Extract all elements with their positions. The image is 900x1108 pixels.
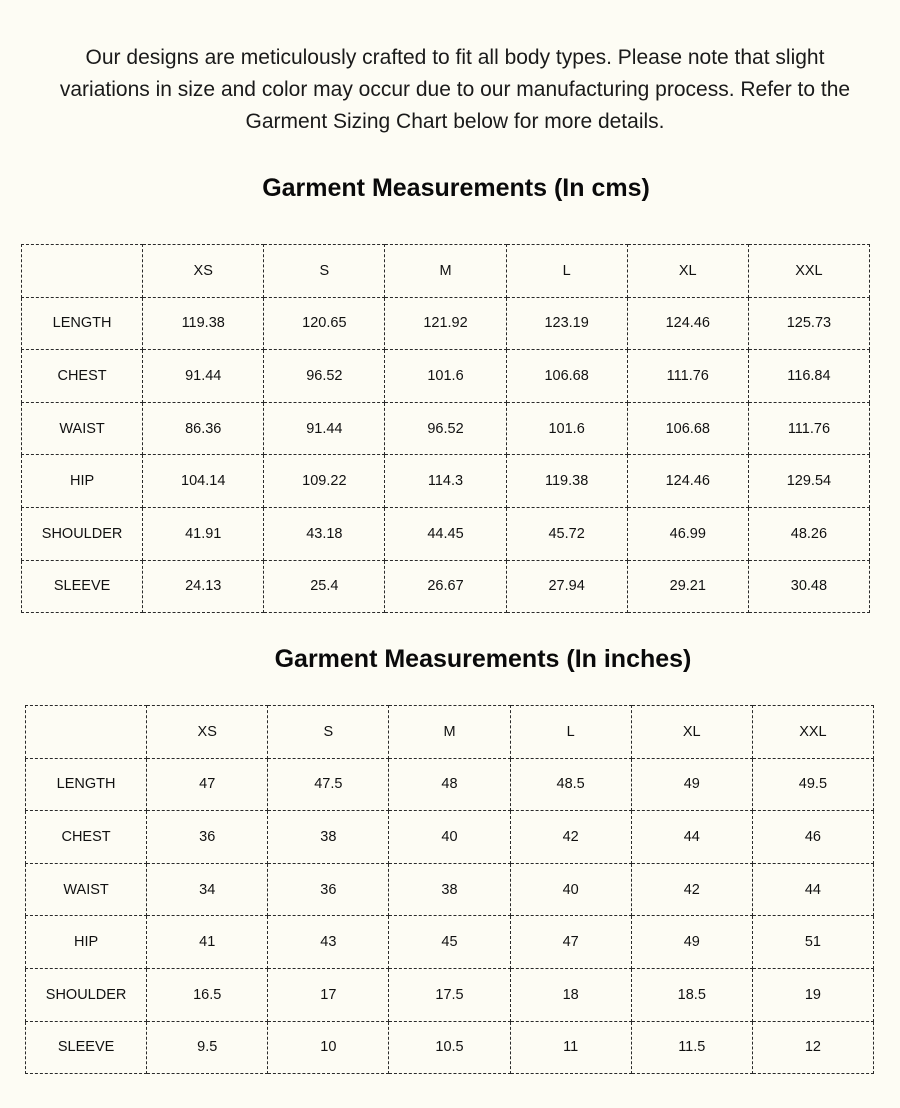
measurement-value-cell: 106.68 xyxy=(506,350,627,403)
size-header-cell: S xyxy=(264,245,385,298)
measurement-label-cell: SLEEVE xyxy=(26,1021,147,1074)
measurement-value-cell: 38 xyxy=(389,863,510,916)
measurement-value-cell: 36 xyxy=(268,863,389,916)
measurement-value-cell: 29.21 xyxy=(627,560,748,613)
size-header-cell: XS xyxy=(143,245,264,298)
measurement-value-cell: 48 xyxy=(389,758,510,811)
measurement-value-cell: 49.5 xyxy=(752,758,873,811)
measurement-value-cell: 44 xyxy=(752,863,873,916)
size-header-cell: XS xyxy=(147,706,268,759)
measurement-value-cell: 27.94 xyxy=(506,560,627,613)
measurement-value-cell: 124.46 xyxy=(627,455,748,508)
measurement-value-cell: 47.5 xyxy=(268,758,389,811)
table-row xyxy=(22,350,870,403)
measurement-value-cell: 49 xyxy=(631,916,752,969)
table-row xyxy=(26,863,874,916)
measurement-value-cell: 109.22 xyxy=(264,455,385,508)
measurement-value-cell: 119.38 xyxy=(143,297,264,350)
measurement-value-cell: 40 xyxy=(510,863,631,916)
measurement-value-cell: 9.5 xyxy=(147,1021,268,1074)
measurement-value-cell: 11 xyxy=(510,1021,631,1074)
size-header-row xyxy=(22,245,870,298)
measurement-value-cell: 124.46 xyxy=(627,297,748,350)
measurement-value-cell: 45.72 xyxy=(506,507,627,560)
table-row xyxy=(22,455,870,508)
measurement-value-cell: 19 xyxy=(752,968,873,1021)
measurement-value-cell: 26.67 xyxy=(385,560,506,613)
corner-cell xyxy=(22,245,143,298)
measurement-value-cell: 125.73 xyxy=(748,297,869,350)
measurement-value-cell: 25.4 xyxy=(264,560,385,613)
size-header-cell: S xyxy=(268,706,389,759)
size-header-cell: L xyxy=(510,706,631,759)
size-header-cell: XXL xyxy=(748,245,869,298)
measurement-value-cell: 101.6 xyxy=(385,350,506,403)
measurement-value-cell: 106.68 xyxy=(627,402,748,455)
measurement-value-cell: 18.5 xyxy=(631,968,752,1021)
table-row xyxy=(26,968,874,1021)
measurement-value-cell: 10.5 xyxy=(389,1021,510,1074)
measurement-label-cell: WAIST xyxy=(22,402,143,455)
measurement-value-cell: 45 xyxy=(389,916,510,969)
measurement-value-cell: 96.52 xyxy=(264,350,385,403)
measurement-value-cell: 101.6 xyxy=(506,402,627,455)
measurement-value-cell: 119.38 xyxy=(506,455,627,508)
measurement-label-cell: LENGTH xyxy=(22,297,143,350)
inches-measurements-table xyxy=(25,705,874,1074)
size-header-cell: M xyxy=(389,706,510,759)
measurement-value-cell: 42 xyxy=(510,811,631,864)
measurement-value-cell: 44.45 xyxy=(385,507,506,560)
measurement-value-cell: 120.65 xyxy=(264,297,385,350)
measurement-value-cell: 24.13 xyxy=(143,560,264,613)
measurement-value-cell: 30.48 xyxy=(748,560,869,613)
table-row xyxy=(22,507,870,560)
table-row xyxy=(22,560,870,613)
measurement-value-cell: 17 xyxy=(268,968,389,1021)
table-row xyxy=(26,1021,874,1074)
measurement-value-cell: 11.5 xyxy=(631,1021,752,1074)
measurement-value-cell: 116.84 xyxy=(748,350,869,403)
table-row xyxy=(26,916,874,969)
measurement-label-cell: SHOULDER xyxy=(26,968,147,1021)
measurement-value-cell: 114.3 xyxy=(385,455,506,508)
measurement-value-cell: 10 xyxy=(268,1021,389,1074)
measurement-value-cell: 38 xyxy=(268,811,389,864)
measurement-value-cell: 86.36 xyxy=(143,402,264,455)
measurement-value-cell: 43.18 xyxy=(264,507,385,560)
measurement-value-cell: 47 xyxy=(147,758,268,811)
measurement-value-cell: 129.54 xyxy=(748,455,869,508)
measurement-value-cell: 111.76 xyxy=(627,350,748,403)
measurement-value-cell: 34 xyxy=(147,863,268,916)
measurement-value-cell: 51 xyxy=(752,916,873,969)
measurement-value-cell: 42 xyxy=(631,863,752,916)
corner-cell xyxy=(26,706,147,759)
measurement-label-cell: HIP xyxy=(26,916,147,969)
measurement-value-cell: 48.26 xyxy=(748,507,869,560)
measurement-label-cell: CHEST xyxy=(26,811,147,864)
measurement-value-cell: 46 xyxy=(752,811,873,864)
size-header-row xyxy=(26,706,874,759)
table-row xyxy=(26,758,874,811)
measurement-value-cell: 12 xyxy=(752,1021,873,1074)
measurement-value-cell: 123.19 xyxy=(506,297,627,350)
measurement-value-cell: 48.5 xyxy=(510,758,631,811)
measurement-value-cell: 121.92 xyxy=(385,297,506,350)
measurement-value-cell: 18 xyxy=(510,968,631,1021)
measurement-label-cell: SLEEVE xyxy=(22,560,143,613)
measurement-value-cell: 91.44 xyxy=(143,350,264,403)
table-row xyxy=(22,402,870,455)
intro-paragraph: Our designs are meticulously crafted to fit all body types. Please note that slight variations in size and color may occur due to our manufacturing process. Refer to the Garment Sizing Chart below for more details. xyxy=(59,46,851,133)
measurement-value-cell: 104.14 xyxy=(143,455,264,508)
cm-measurements-table xyxy=(21,244,870,613)
measurement-value-cell: 36 xyxy=(147,811,268,864)
measurement-value-cell: 46.99 xyxy=(627,507,748,560)
measurement-value-cell: 41.91 xyxy=(143,507,264,560)
size-header-cell: XXL xyxy=(752,706,873,759)
measurement-value-cell: 40 xyxy=(389,811,510,864)
measurement-value-cell: 47 xyxy=(510,916,631,969)
size-header-cell: M xyxy=(385,245,506,298)
cm-table-title: Garment Measurements (In cms) xyxy=(262,174,650,202)
measurement-label-cell: HIP xyxy=(22,455,143,508)
measurement-value-cell: 43 xyxy=(268,916,389,969)
measurement-value-cell: 44 xyxy=(631,811,752,864)
measurement-value-cell: 91.44 xyxy=(264,402,385,455)
size-header-cell: L xyxy=(506,245,627,298)
measurement-value-cell: 111.76 xyxy=(748,402,869,455)
measurement-value-cell: 16.5 xyxy=(147,968,268,1021)
measurement-label-cell: WAIST xyxy=(26,863,147,916)
table-row xyxy=(22,297,870,350)
table-row xyxy=(26,811,874,864)
inches-table-title: Garment Measurements (In inches) xyxy=(274,645,692,673)
size-header-cell: XL xyxy=(627,245,748,298)
measurement-value-cell: 96.52 xyxy=(385,402,506,455)
measurement-value-cell: 17.5 xyxy=(389,968,510,1021)
measurement-label-cell: LENGTH xyxy=(26,758,147,811)
measurement-value-cell: 41 xyxy=(147,916,268,969)
size-header-cell: XL xyxy=(631,706,752,759)
measurement-label-cell: SHOULDER xyxy=(22,507,143,560)
measurement-label-cell: CHEST xyxy=(22,350,143,403)
measurement-value-cell: 49 xyxy=(631,758,752,811)
